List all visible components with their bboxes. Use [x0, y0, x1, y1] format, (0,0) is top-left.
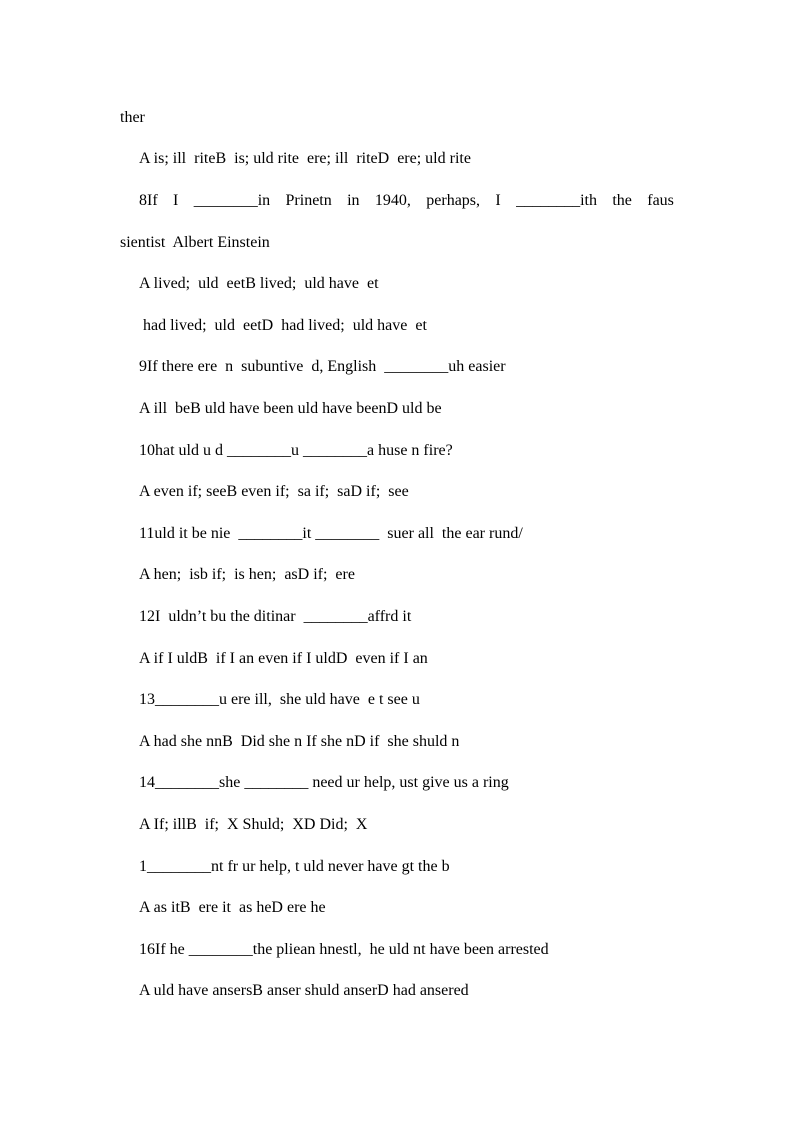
- answer-options-9: A ill beB uld have been uld have beenD uld be: [139, 400, 442, 417]
- answer-options-8b: had lived; uld eetD had lived; uld have et: [143, 317, 427, 334]
- question-16: 16If he ________the pliean hnestl, he uld nt have been arrested: [139, 941, 549, 958]
- question-13: 13________u ere ill, she uld have e t see u: [139, 691, 420, 708]
- answer-options-13: A had she nnB Did she n If she nD if she shuld n: [139, 733, 460, 750]
- q8-word: 1940,: [374, 192, 411, 209]
- q8-word: in: [347, 192, 360, 209]
- q8-blank-1: ________in: [193, 192, 271, 209]
- answer-options-14: A If; illB if; X Shuld; XD Did; X: [139, 816, 368, 833]
- answer-options-16: A uld have ansersB anser shuld anserD had ansered: [139, 982, 469, 999]
- q8-word: Prinetn: [285, 192, 332, 209]
- q8-word: I: [495, 192, 501, 209]
- question-9: 9If there ere n subuntive d, English ________uh easier: [139, 358, 506, 375]
- q8-blank-2: ________ith: [516, 192, 597, 209]
- question-15: 1________nt fr ur help, t uld never have gt the b: [139, 858, 450, 875]
- q8-word: faus: [647, 192, 674, 209]
- answer-options-15: A as itB ere it as heD ere he: [139, 899, 326, 916]
- q8-word: perhaps,: [426, 192, 481, 209]
- q8-word: the: [612, 192, 632, 209]
- answer-options-12: A if I uldB if I an even if I uldD even if I an: [139, 650, 428, 667]
- answer-options-11: A hen; isb if; is hen; asD if; ere: [139, 566, 355, 583]
- question-8-continued: sientist Albert Einstein: [120, 234, 270, 251]
- question-10: 10hat uld u d ________u ________a huse n fire?: [139, 442, 453, 459]
- question-12: 12I uldn’t bu the ditinar ________affrd it: [139, 608, 412, 625]
- q8-word: 8If: [139, 192, 158, 209]
- question-11: 11uld it be nie ________it ________ suer all the ear rund/: [139, 525, 523, 542]
- q8-word: I: [173, 192, 179, 209]
- question-8: [139, 191, 674, 211]
- text-line: ther: [120, 109, 145, 126]
- question-14: 14________she ________ need ur help, ust give us a ring: [139, 774, 509, 791]
- answer-options-10: A even if; seeB even if; sa if; saD if; see: [139, 483, 409, 500]
- answer-options-7: A is; ill riteB is; uld rite ere; ill riteD ere; uld rite: [139, 150, 471, 167]
- answer-options-8a: A lived; uld eetB lived; uld have et: [139, 275, 379, 292]
